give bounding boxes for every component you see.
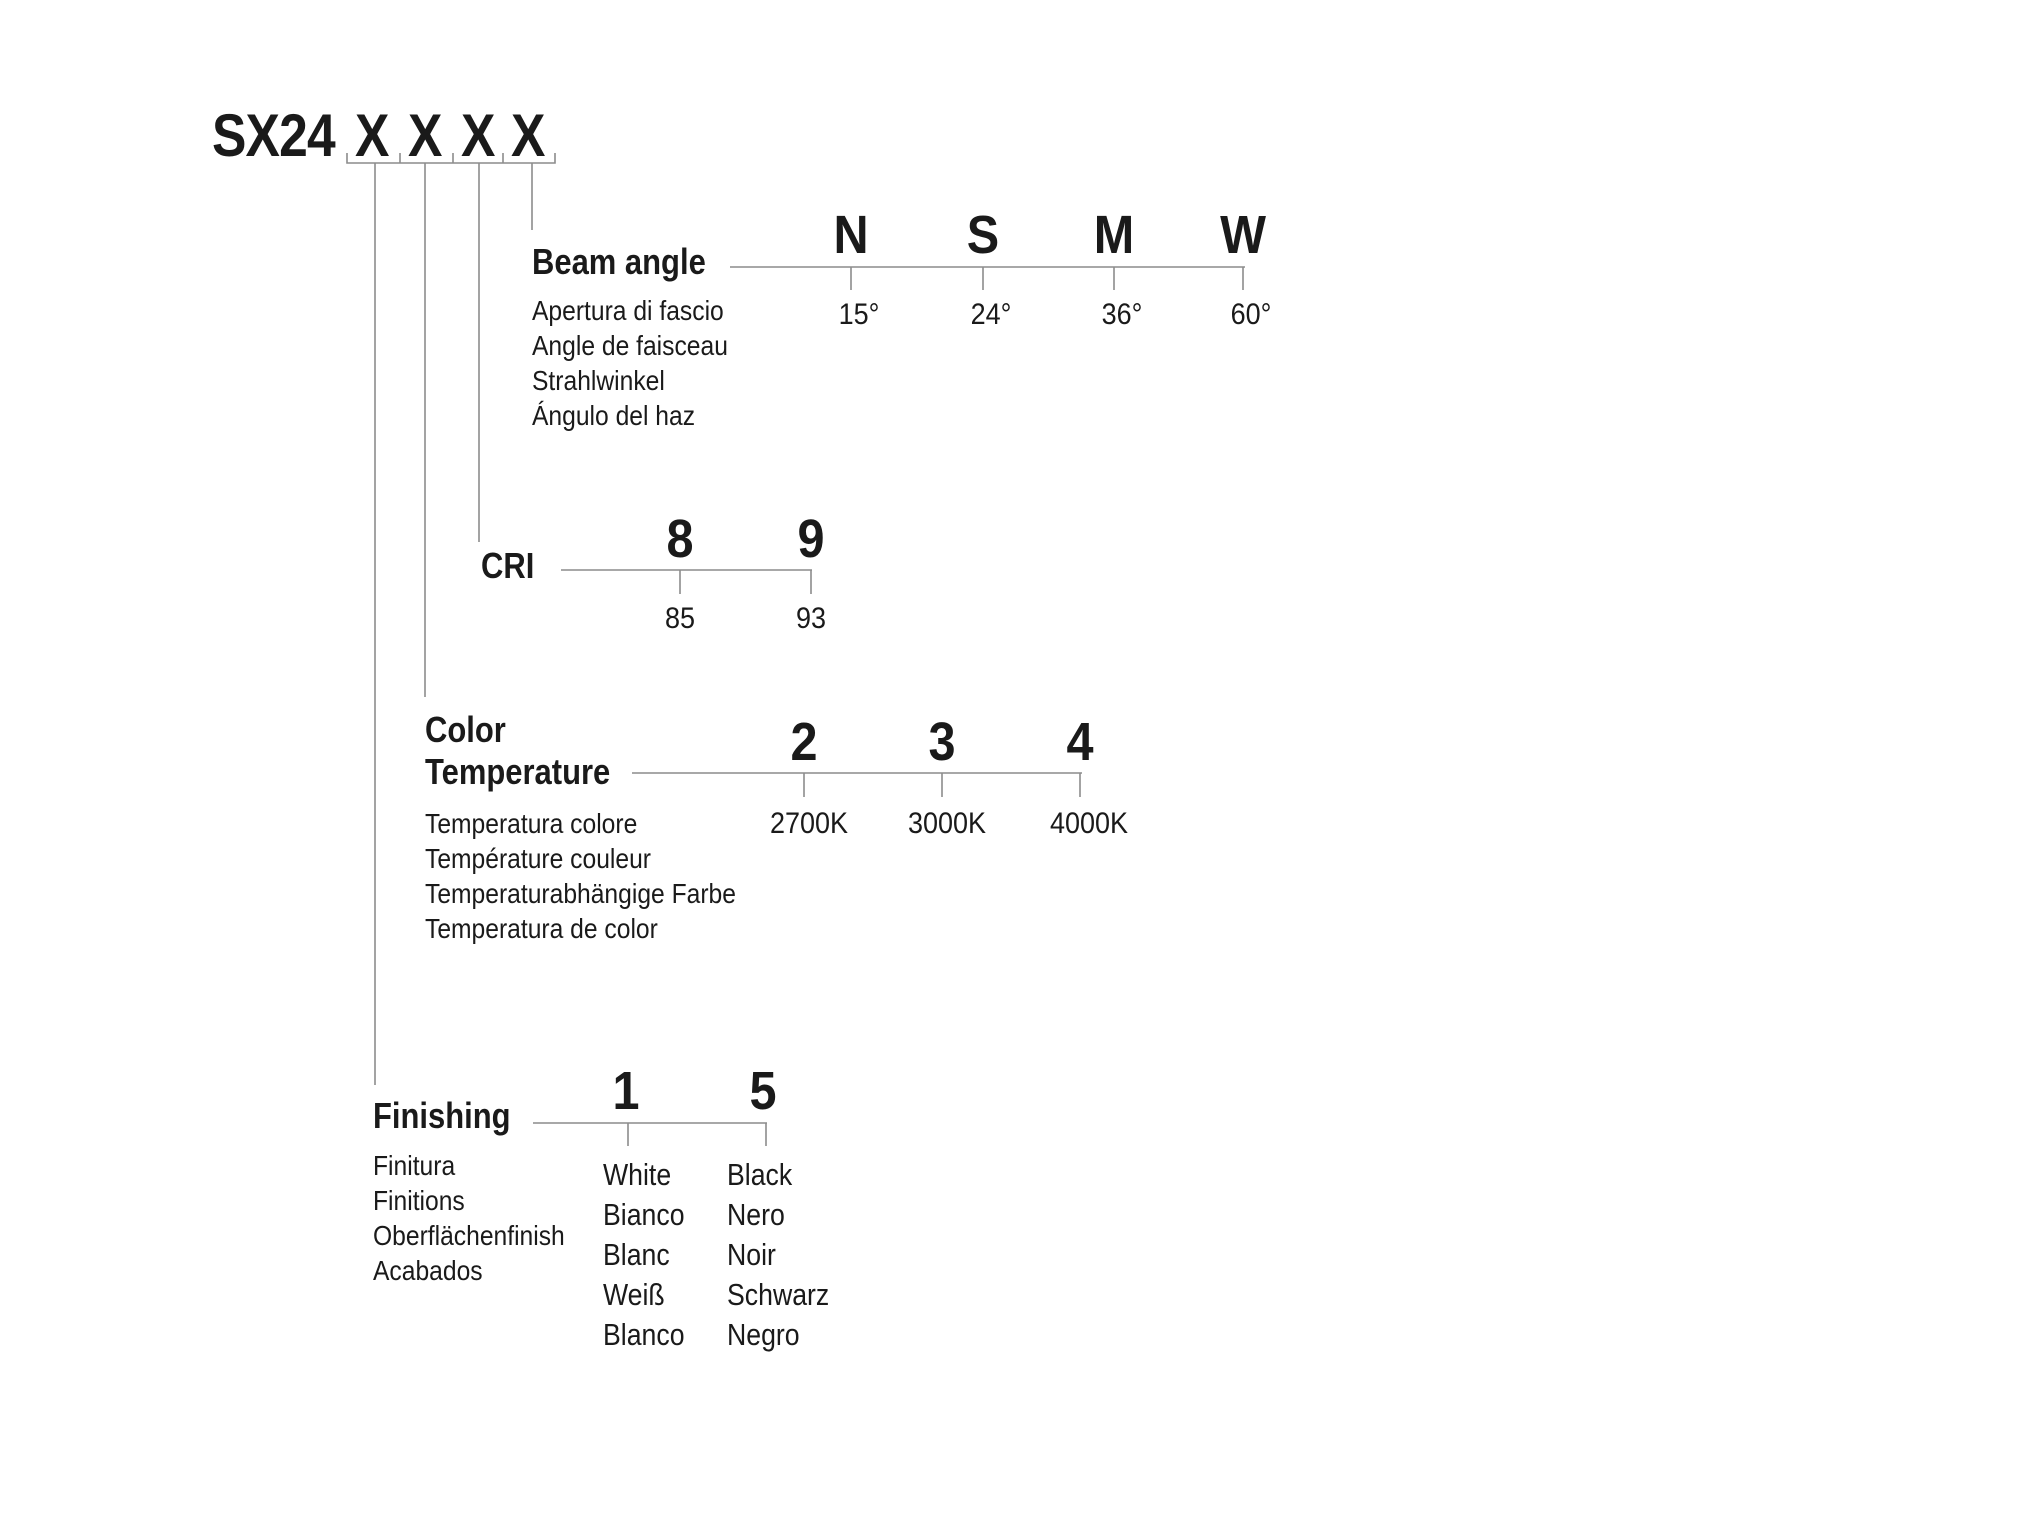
beam-angle-option-code: M <box>1093 205 1135 265</box>
color-temperature-option-value: 3000K <box>907 807 987 840</box>
color-temperature-translation: Température couleur <box>425 843 651 874</box>
color-temperature-translation: Temperatura colore <box>425 808 638 839</box>
finishing-name: Nero <box>727 1197 785 1232</box>
finishing-name: Weiß <box>603 1277 665 1312</box>
color-temperature-option-code: 2 <box>790 712 818 772</box>
finishing-name: Blanc <box>603 1237 670 1272</box>
finishing-translation: Oberflächenfinish <box>373 1220 565 1251</box>
beam-angle-option-value: 24° <box>970 298 1012 331</box>
finishing-option-code: 1 <box>612 1061 640 1121</box>
cri-title: CRI <box>481 545 535 586</box>
code-prefix: SX24 <box>212 102 335 169</box>
beam-angle-option-value: 36° <box>1101 298 1143 331</box>
beam-angle-option-value: 15° <box>838 298 880 331</box>
finishing-name: Bianco <box>603 1197 685 1232</box>
finishing-name: Negro <box>727 1317 800 1352</box>
finishing-name: Schwarz <box>727 1277 830 1312</box>
code-slot-color-temperature: X <box>408 102 442 169</box>
finishing-name: Noir <box>727 1237 776 1272</box>
finishing-name: Blanco <box>603 1317 685 1352</box>
beam-angle-translation: Ángulo del haz <box>532 400 696 431</box>
color-temperature-translation: Temperatura de color <box>425 913 658 944</box>
beam-angle-title: Beam angle <box>532 241 706 282</box>
beam-angle-option-code: W <box>1220 205 1266 265</box>
beam-angle-translation: Strahlwinkel <box>532 365 665 396</box>
color-temperature-title: Temperature <box>425 751 611 792</box>
finishing-black-names <box>727 1155 829 1355</box>
color-temperature-option-code: 4 <box>1066 712 1094 772</box>
color-temperature-translation: Temperaturabhängige Farbe <box>425 878 736 909</box>
beam-angle-option-value: 60° <box>1230 298 1272 331</box>
beam-angle-option-code: S <box>966 205 1000 265</box>
finishing-option-code: 5 <box>749 1061 777 1121</box>
finishing-translation: Finitura <box>373 1150 456 1181</box>
color-temperature-option-value: 4000K <box>1049 807 1129 840</box>
finishing-title: Finishing <box>373 1095 511 1136</box>
finishing-name: Black <box>727 1157 793 1192</box>
cri-option-code: 8 <box>666 509 694 569</box>
color-temperature-option-value: 2700K <box>769 807 849 840</box>
finishing-translation: Acabados <box>373 1255 483 1286</box>
finishing-translation: Finitions <box>373 1185 465 1216</box>
cri-option-value: 85 <box>664 602 696 635</box>
color-temperature-option-code: 3 <box>928 712 956 772</box>
cri-option-value: 93 <box>795 602 827 635</box>
code-slot-cri: X <box>461 102 495 169</box>
finishing-name: White <box>603 1157 672 1192</box>
beam-angle-option-code: N <box>833 205 869 265</box>
cri-option-code: 9 <box>797 509 825 569</box>
code-slot-finishing: X <box>355 102 389 169</box>
code-slot-beam-angle: X <box>511 102 545 169</box>
beam-angle-translation: Angle de faisceau <box>532 330 728 361</box>
beam-angle-translation: Apertura di fascio <box>532 295 724 326</box>
color-temperature-title: Color <box>425 709 506 750</box>
finishing-white-names <box>603 1155 685 1355</box>
